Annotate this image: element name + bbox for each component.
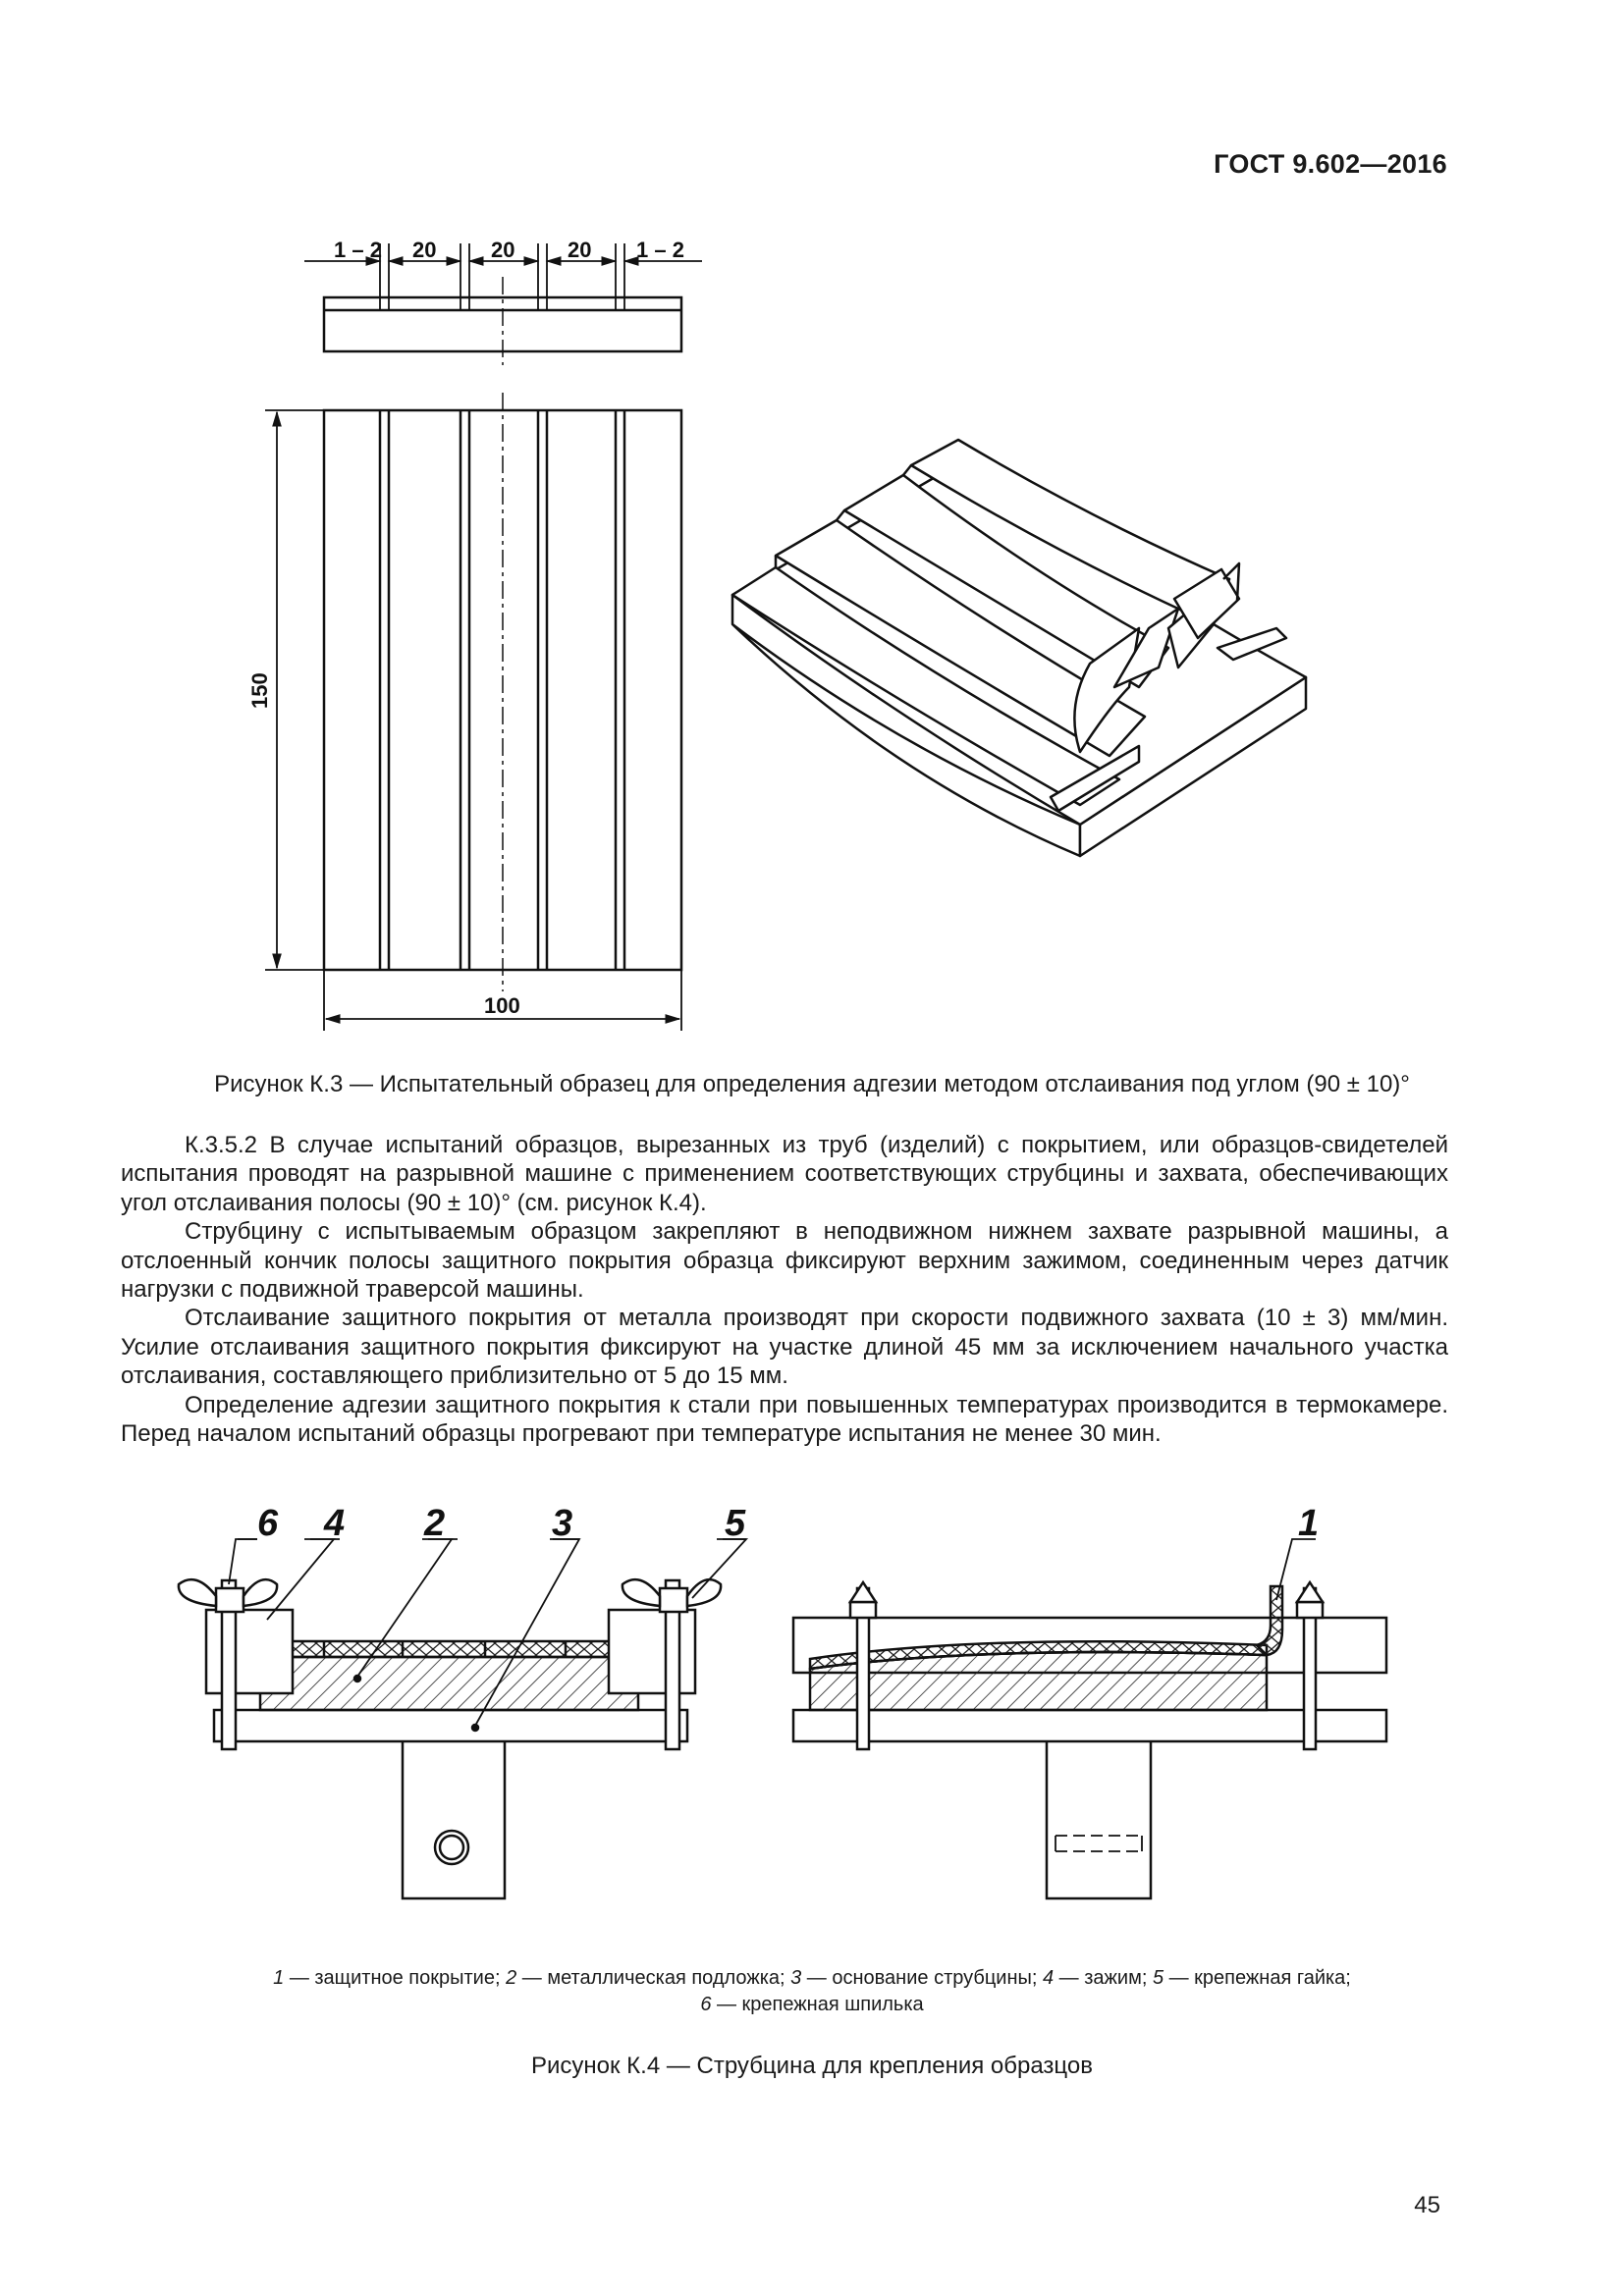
dim-strip-1: 20 (412, 238, 437, 262)
legend-text: — защитное покрытие; (284, 1967, 507, 1989)
body-text (121, 1131, 1448, 1448)
paragraph: Отслаивание защитного покрытия от металла производят при скорости подвижного захвата (10 ± 3) мм/мин. Усилие отслаивания защитного покрытия фиксируют на участке длиной 45 мм за исключением начального участка отслаивания, составляющего приблизительно от 5 до 15 мм. (121, 1305, 1448, 1390)
figure-k4-legend (147, 1965, 1477, 2018)
callout-4: 4 (324, 1503, 346, 1544)
callout-6: 6 (257, 1503, 279, 1544)
legend-text: — зажим; (1054, 1967, 1153, 1989)
k4-right-view (793, 1582, 1386, 1898)
paragraph: К.3.5.2 В случае испытаний образцов, вырезанных из труб (изделий) с покрытием, или образцов-свидетелей испытания проводят на разрывной машине с применением соответствующих струбцины и захвата, обеспечивающих угол отслаивания полосы (90 ± 10)° (см. рисунок К.4). (121, 1132, 1448, 1216)
paragraph: Струбцину с испытываемым образцом закрепляют в неподвижном нижнем захвате разрывной машины, а отслоенный кончик полосы защитного покрытия образца фиксируют верхним зажимом, соединенным через датчик нагрузки с подвижной траверсой машины. (121, 1218, 1448, 1304)
page-number: 45 (1414, 2192, 1440, 2218)
k3-top-dimensions (334, 238, 684, 262)
callout-1: 1 (1298, 1503, 1320, 1544)
legend-num: 4 (1042, 1967, 1055, 1989)
legend-text: — крепежная гайка; (1164, 1967, 1351, 1989)
callout-3: 3 (552, 1503, 573, 1544)
dim-gap-right: 1 – 2 (636, 238, 684, 262)
legend-text: — крепежная шпилька (711, 1994, 924, 2015)
dim-gap-left: 1 – 2 (334, 238, 382, 262)
callout-2: 2 (424, 1503, 446, 1544)
k3-plan-view (265, 393, 681, 1031)
dim-strip-2: 20 (491, 238, 515, 262)
legend-num: 5 (1152, 1967, 1164, 1989)
figure-k3-caption: Рисунок К.3 — Испытательный образец для определения адгезии методом отслаивания под углом (90 ± 10)° (214, 1071, 1410, 1097)
figure-k4-caption: Рисунок К.4 — Струбцина для крепления образцов (531, 2053, 1093, 2079)
dim-strip-3: 20 (568, 238, 592, 262)
k4-left-view (179, 1579, 721, 1898)
dim-width-100: 100 (484, 993, 520, 1018)
legend-num: 3 (790, 1967, 802, 1989)
legend-num: 1 (273, 1967, 285, 1989)
callout-5: 5 (725, 1503, 746, 1544)
legend-num: 2 (506, 1967, 517, 1989)
k3-isometric-view (732, 440, 1306, 856)
dim-height-150: 150 (247, 672, 272, 709)
legend-text: — металлическая подложка; (516, 1967, 791, 1989)
legend-text: — основание струбцины; (801, 1967, 1043, 1989)
paragraph: Определение адгезии защитного покрытия к стали при повышенных температурах производится в термокамере. Перед началом испытаний образцы прогревают при температуре испытания не менее 30 мин. (121, 1391, 1448, 1448)
document-code: ГОСТ 9.602—2016 (1214, 149, 1447, 179)
legend-num: 6 (700, 1994, 712, 2015)
